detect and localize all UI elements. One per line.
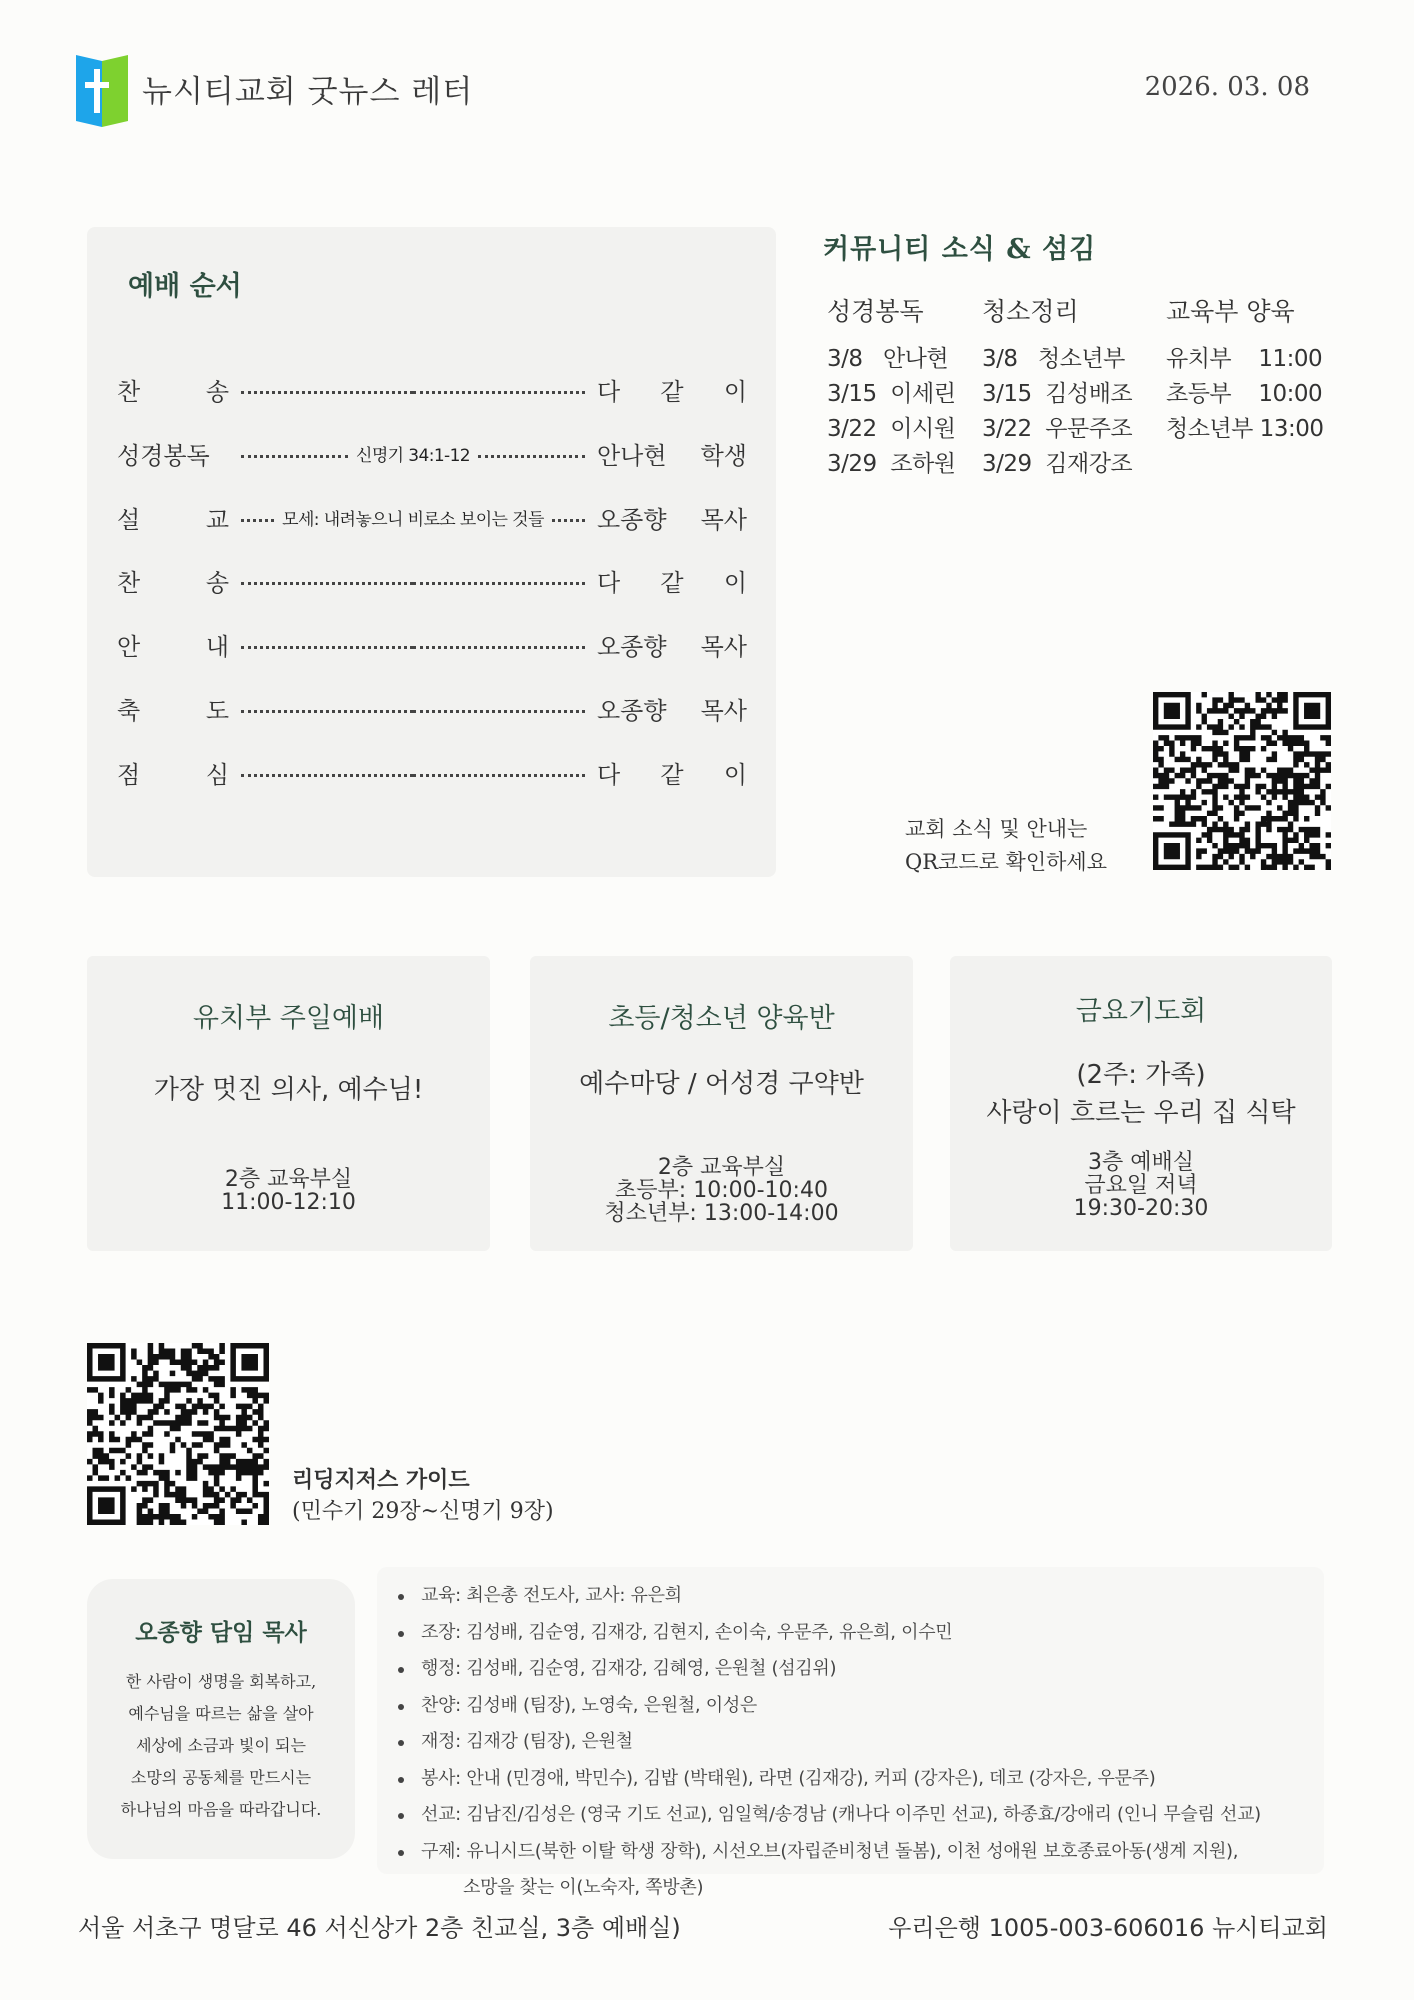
ministry-item: 재정: 김재강 (팀장), 은원철 <box>398 1724 1318 1761</box>
church-address: 서울 서초구 명달로 46 서신상가 2층 친교실, 3층 예배실) <box>78 1914 681 1942</box>
dotted-leader <box>241 704 585 713</box>
worship-order-item-char: 송 <box>205 377 229 406</box>
worship-order-item-char: 도 <box>205 696 229 725</box>
pastor-title: 오종향 담임 목사 <box>135 1619 307 1646</box>
dotted-leader <box>241 441 585 466</box>
program-card-elementary-youth <box>530 956 913 1251</box>
worship-order-leader-part: 다 <box>597 760 621 789</box>
ministry-item: 봉사: 안내 (민경애, 박민수), 김밥 (박태원), 라면 (김재강), 커피 (강자은), 데코 (강자은, 우문주) <box>398 1761 1318 1798</box>
qr-note-line: 교회 소식 및 안내는 <box>905 817 1088 841</box>
worship-order-leader-part: 안나현 <box>597 441 667 470</box>
pastor-vision-line: 하나님의 마음을 따라갑니다. <box>120 1800 322 1819</box>
worship-order-item-char: 찬 <box>117 377 141 406</box>
dotted-leader <box>241 505 585 530</box>
newsletter-title: 뉴시티교회 굿뉴스 레터 <box>142 74 474 110</box>
program-title: 초등/청소년 양육반 <box>608 1003 835 1034</box>
church-news-qr-code[interactable] <box>1153 692 1331 870</box>
program-body-line: 가장 멋진 의사, 예수님! <box>153 1075 424 1105</box>
worship-order-leader-part: 이 <box>723 377 747 406</box>
program-info-line: 초등부: 10:00-10:40 <box>615 1178 828 1203</box>
ministry-item-relief <box>398 1834 1318 1907</box>
pastor-vision-line: 예수님을 따르는 삶을 살아 <box>128 1704 314 1723</box>
ministry-item: 찬양: 김성배 (팀장), 노영숙, 은원철, 이성은 <box>398 1688 1318 1725</box>
program-info-line: 19:30-20:30 <box>1073 1196 1209 1221</box>
worship-order-row <box>117 433 747 473</box>
program-body <box>87 1071 490 1109</box>
worship-order-item <box>117 755 229 790</box>
worship-order-leader-part: 같 <box>660 760 684 789</box>
worship-order-item-char: 설 <box>117 505 141 534</box>
worship-order-item-char: 내 <box>205 632 229 661</box>
program-title: 금요기도회 <box>1075 996 1207 1027</box>
dotted-leader <box>241 768 585 777</box>
program-info-line: 금요일 저녁 <box>1084 1173 1198 1198</box>
community-title: 커뮤니티 소식 & 섬김 <box>823 234 1097 265</box>
worship-order-row <box>117 624 747 664</box>
worship-order-row <box>117 752 747 792</box>
worship-order-row <box>117 560 747 600</box>
worship-order-detail: 신명기 34:1-12 <box>356 445 471 466</box>
program-body-line: 사랑이 흐르는 우리 집 식탁 <box>986 1098 1296 1128</box>
community-list-item: 3/29 김재강조 <box>982 451 1133 477</box>
worship-order-leader <box>597 691 747 726</box>
program-body <box>950 1056 1332 1132</box>
dotted-leader <box>241 576 585 585</box>
ministry-item: 조장: 김성배, 김순영, 김재강, 김현지, 손이숙, 우문주, 유은희, 이수민 <box>398 1615 1318 1652</box>
worship-order-leader <box>597 627 747 662</box>
community-column-header: 청소정리 <box>982 297 1079 326</box>
worship-order-item-char: 점 <box>117 760 141 789</box>
worship-order-item-char: 찬 <box>117 568 141 597</box>
community-list-item: 3/29 조하원 <box>827 451 956 477</box>
program-body-line: 예수마당 / 어성경 구약반 <box>579 1069 864 1099</box>
worship-order-leader-part: 목사 <box>700 696 747 725</box>
worship-order-leader <box>597 372 747 407</box>
dotted-leader <box>241 640 585 649</box>
pastor-vision <box>87 1666 355 1826</box>
newsletter-date: 2026. 03. 08 <box>1144 72 1310 102</box>
reading-guide-qr-code[interactable] <box>87 1343 269 1525</box>
worship-order-leader <box>597 563 747 598</box>
worship-order-item <box>117 372 229 407</box>
church-logo-icon <box>76 55 128 127</box>
worship-order-title: 예배 순서 <box>128 271 242 302</box>
community-list-item: 3/15 김성배조 <box>982 381 1133 407</box>
worship-order-leader-part: 같 <box>660 568 684 597</box>
worship-order-leader <box>597 500 747 535</box>
community-column-header: 교육부 양육 <box>1166 297 1295 326</box>
worship-order-leader-part: 오종향 <box>597 632 667 661</box>
worship-order-row <box>117 688 747 728</box>
program-info-line: 3층 예배실 <box>1088 1150 1194 1175</box>
worship-order-leader-part: 목사 <box>700 505 747 534</box>
program-card-kindergarten <box>87 956 490 1251</box>
community-list-item: 유치부 11:00 <box>1166 346 1323 372</box>
ministry-item-continuation: 소망을 찾는 이(노숙자, 쪽방촌) <box>463 1877 704 1898</box>
reading-guide-title: 리딩지저스 가이드 <box>292 1467 470 1493</box>
worship-order-leader-part: 다 <box>597 568 621 597</box>
reading-guide-range: (민수기 29장~신명기 9장) <box>292 1499 554 1524</box>
worship-order-detail: 모세: 내려놓으니 비로소 보이는 것들 <box>282 509 544 530</box>
worship-order-leader <box>597 755 747 790</box>
community-list-item: 3/22 우문주조 <box>982 416 1133 442</box>
ministry-item: 행정: 김성배, 김순영, 김재강, 김혜영, 은원철 (섬김위) <box>398 1651 1318 1688</box>
qr-note-line: QR코드로 확인하세요 <box>905 850 1107 874</box>
community-list-item: 3/8 청소년부 <box>982 346 1125 372</box>
program-title: 유치부 주일예배 <box>192 1003 385 1034</box>
worship-order-leader-part: 목사 <box>700 632 747 661</box>
worship-order-leader <box>597 436 747 471</box>
program-info <box>530 1156 913 1225</box>
program-card-friday-prayer <box>950 956 1332 1251</box>
worship-order-item-char: 축 <box>117 696 141 725</box>
community-list-item: 청소년부 13:00 <box>1166 416 1324 442</box>
pastor-vision-line: 한 사람이 생명을 회복하고, <box>125 1672 317 1691</box>
qr-note <box>905 813 1107 879</box>
pastor-vision-line: 세상에 소금과 빛이 되는 <box>136 1736 306 1755</box>
community-list-item: 초등부 10:00 <box>1166 381 1323 407</box>
ministry-list <box>398 1578 1318 1907</box>
program-info-line: 11:00-12:10 <box>221 1190 356 1215</box>
worship-order-row <box>117 369 747 409</box>
worship-order-item-char: 성경봉독 <box>117 441 210 470</box>
worship-order-item <box>117 500 229 535</box>
worship-order-item-char: 교 <box>205 505 229 534</box>
worship-order-item <box>117 627 229 662</box>
worship-order-leader-part: 오종향 <box>597 505 667 534</box>
dotted-leader <box>241 385 585 394</box>
worship-order-leader-part: 학생 <box>700 441 747 470</box>
program-info-line: 2층 교육부실 <box>657 1155 786 1180</box>
program-body-line: (2주: 가족) <box>1076 1060 1206 1090</box>
worship-order-item <box>117 563 229 598</box>
community-column-list <box>827 342 955 482</box>
community-column-list <box>1166 342 1323 447</box>
program-body <box>530 1065 913 1103</box>
worship-order-item-char: 송 <box>205 568 229 597</box>
community-list-item: 3/8 안나현 <box>827 346 949 372</box>
worship-order-item <box>117 436 229 471</box>
program-info <box>87 1168 490 1214</box>
worship-order-leader-part: 같 <box>660 377 684 406</box>
worship-order-item-char: 심 <box>205 760 229 789</box>
program-info <box>950 1151 1332 1220</box>
worship-order-leader-part: 다 <box>597 377 621 406</box>
community-column-list <box>982 342 1132 482</box>
ministry-item: 교육: 최은총 전도사, 교사: 유은희 <box>398 1578 1318 1615</box>
program-info-line: 청소년부: 13:00-14:00 <box>604 1201 839 1226</box>
ministry-item: 선교: 김남진/김성은 (영국 기도 선교), 임일혁/송경남 (캐나다 이주민 선교), 하종효/강애리 (인니 무슬림 선교) <box>398 1797 1318 1834</box>
worship-order-item <box>117 691 229 726</box>
worship-order-leader-part: 이 <box>723 568 747 597</box>
worship-order-row <box>117 497 747 537</box>
worship-order-item-char: 안 <box>117 632 141 661</box>
ministry-item-text: 구제: 유니시드(북한 이탈 학생 장학), 시선오브(자립준비청년 돌봄), 이천 성애원 보호종료아동(생계 지원), <box>421 1840 1239 1862</box>
community-list-item: 3/22 이시원 <box>827 416 956 442</box>
community-column-header: 성경봉독 <box>827 297 924 326</box>
worship-order-leader-part: 오종향 <box>597 696 667 725</box>
community-list-item: 3/15 이세린 <box>827 381 956 407</box>
program-info-line: 2층 교육부실 <box>224 1167 353 1192</box>
bank-account: 우리은행 1005-003-606016 뉴시티교회 <box>888 1914 1328 1942</box>
pastor-vision-line: 소망의 공동체를 만드시는 <box>130 1768 312 1787</box>
worship-order-leader-part: 이 <box>723 760 747 789</box>
